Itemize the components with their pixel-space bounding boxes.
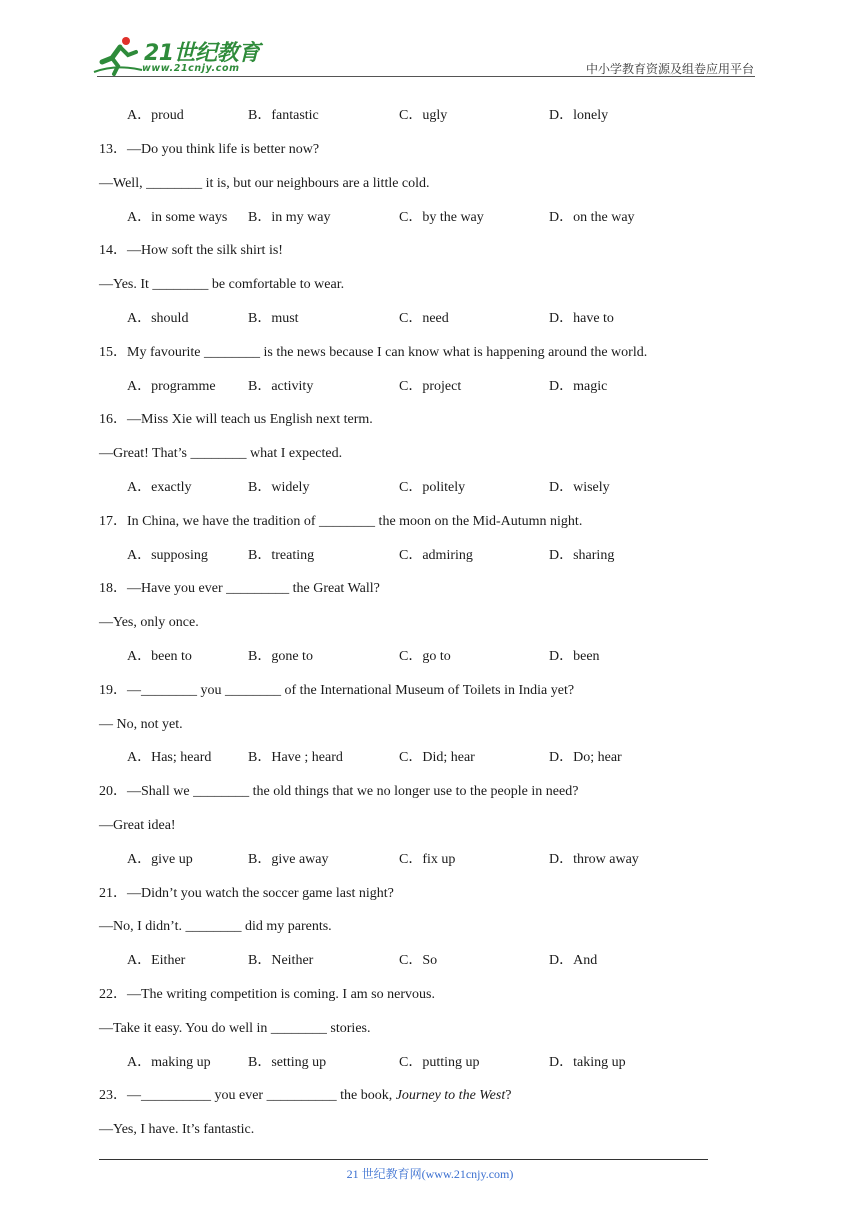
q14-options [127,310,767,328]
q20-options [127,851,767,869]
q20-option-a[interactable]: A．give up [127,852,193,867]
q21-response: —No, I didn’t. ________ did my parents. [99,919,332,934]
q20-option-c[interactable]: C．fix up [399,852,456,867]
q22-option-d[interactable]: D．taking up [549,1055,626,1070]
page-header [0,0,860,80]
q21-prompt: 21．—Didn’t you watch the soccer game last night? [99,886,394,901]
q15-option-a[interactable]: A．programme [127,379,216,394]
q13-option-a[interactable]: A．in some ways [127,210,228,225]
q18-response: —Yes, only once. [99,615,199,630]
q18-option-d[interactable]: D．been [549,649,600,664]
q21-option-a[interactable]: A．Either [127,953,186,968]
q15-option-d[interactable]: D．magic [549,379,608,394]
footer-text[interactable]: 21 世纪教育网(www.21cnjy.com) [346,1167,514,1181]
q16-option-a[interactable]: A．exactly [127,480,192,495]
q20-prompt: 20．—Shall we ________ the old things that we no longer use to the people in need? [99,784,579,799]
q17-options [127,547,767,565]
q22-options [127,1054,767,1072]
q13-prompt: 13．—Do you think life is better now? [99,142,320,157]
q22-response: —Take it easy. You do well in ________ stories. [99,1021,371,1036]
q23-prompt-start: 23．—__________ you ever __________ the book, [99,1088,396,1103]
q12-option-b[interactable]: B．fantastic [248,108,319,123]
q22-option-a[interactable]: A．making up [127,1055,211,1070]
q19-options [127,749,767,767]
header-tagline: 中小学教育资源及组卷应用平台 [585,62,754,76]
q17-prompt: 17．In China, we have the tradition of ________ the moon on the Mid-Autumn night. [99,514,583,529]
q14-option-b[interactable]: B．must [248,311,299,326]
q17-option-d[interactable]: D．sharing [549,548,615,563]
q19-option-d[interactable]: D．Do; hear [549,750,622,765]
q12-option-d[interactable]: D．lonely [549,108,609,123]
q18-option-b[interactable]: B．gone to [248,649,313,664]
q17-option-b[interactable]: B．treating [248,548,315,563]
q12-option-c[interactable]: C．ugly [399,108,448,123]
q16-option-d[interactable]: D．wisely [549,480,610,495]
q16-options [127,479,767,497]
q19-option-a[interactable]: A．Has; heard [127,750,212,765]
q22-option-c[interactable]: C．putting up [399,1055,480,1070]
q16-option-b[interactable]: B．widely [248,480,310,495]
q13-option-b[interactable]: B．in my way [248,210,331,225]
logo-text: 21世纪教育 [144,41,260,66]
q19-option-b[interactable]: B．Have ; heard [248,750,343,765]
q19-prompt: 19．—________ you ________ of the International Museum of Toilets in India yet? [99,683,575,698]
q14-option-c[interactable]: C．need [399,311,449,326]
q23-prompt-end: ? [505,1088,512,1103]
q20-option-d[interactable]: D．throw away [549,852,639,867]
q23-response: —Yes, I have. It’s fantastic. [99,1122,255,1137]
q16-response: —Great! That’s ________ what I expected. [99,446,343,461]
q16-option-c[interactable]: C．politely [399,480,466,495]
q17-option-c[interactable]: C．admiring [399,548,473,563]
q23-prompt [99,1087,511,1105]
q20-response: —Great idea! [99,818,176,833]
q13-option-d[interactable]: D．on the way [549,210,635,225]
q17-option-a[interactable]: A．supposing [127,548,208,563]
logo-url: www.21cnjy.com [142,63,240,74]
q21-option-c[interactable]: C．So [399,953,438,968]
q15-option-b[interactable]: B．activity [248,379,314,394]
q15-option-c[interactable]: C．project [399,379,462,394]
q14-option-a[interactable]: A．should [127,311,189,326]
q13-response: —Well, ________ it is, but our neighbours are a little cold. [99,176,430,191]
q16-prompt: 16．—Miss Xie will teach us English next term. [99,412,373,427]
q18-prompt: 18．—Have you ever _________ the Great Wall? [99,581,380,596]
q12-options [127,107,767,125]
runner-icon [92,36,144,76]
q22-prompt: 22．—The writing competition is coming. I am so nervous. [99,987,435,1002]
q23-book-title: Journey to the West [395,1088,506,1103]
q18-options [127,648,767,666]
q18-option-c[interactable]: C．go to [399,649,451,664]
q21-options [127,952,767,970]
q13-option-c[interactable]: C．by the way [399,210,484,225]
q18-option-a[interactable]: A．been to [127,649,192,664]
q22-option-b[interactable]: B．setting up [248,1055,327,1070]
q15-prompt: 15．My favourite ________ is the news because I can know what is happening around the world. [99,345,648,360]
q14-response: —Yes. It ________ be comfortable to wear. [99,277,345,292]
site-logo [92,36,262,78]
q21-option-d[interactable]: D．And [549,953,598,968]
q15-options [127,378,767,396]
footer-divider [99,1159,708,1160]
q19-response: — No, not yet. [99,717,183,732]
header-divider [97,76,755,77]
q14-prompt: 14．—How soft the silk shirt is! [99,243,283,258]
q12-option-a[interactable]: A．proud [127,108,184,123]
q20-option-b[interactable]: B．give away [248,852,329,867]
q14-option-d[interactable]: D．have to [549,311,614,326]
q21-option-b[interactable]: B．Neither [248,953,314,968]
q13-options [127,209,767,227]
q19-option-c[interactable]: C．Did; hear [399,750,475,765]
